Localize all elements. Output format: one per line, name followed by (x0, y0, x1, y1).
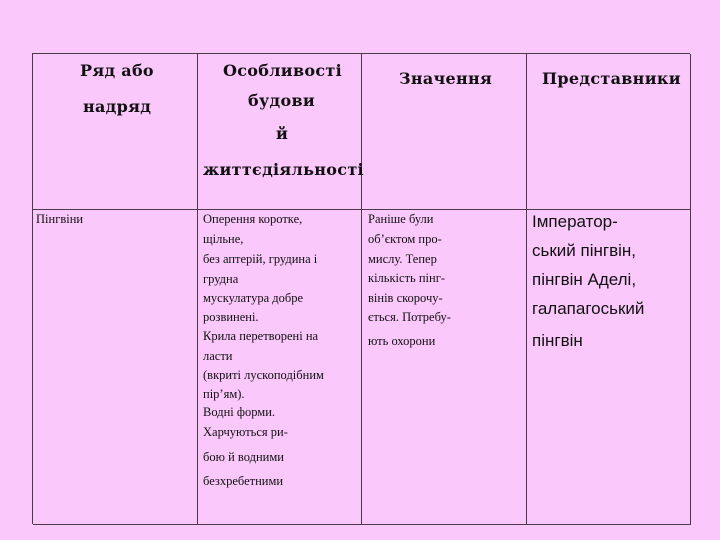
row-features-line: бою й водними (203, 450, 284, 464)
row-features-line: щільне, (203, 232, 244, 246)
row-features-line: Харчуються ри- (203, 425, 288, 439)
header-meaning: Значення (399, 69, 493, 88)
row-cell-order (33, 210, 198, 525)
header-representatives: Представники (542, 69, 681, 88)
row-representatives-line: ський пінгвін, (532, 241, 637, 260)
row-meaning-line: мислу. Тепер (368, 252, 437, 266)
row-features-line: без аптерій, грудина і (203, 252, 318, 266)
row-order-name: Пінгвіни (36, 212, 84, 226)
row-features-line: розвинені. (203, 310, 259, 324)
row-meaning-line: ється. Потребу- (368, 310, 451, 324)
row-meaning-line: ють охорони (368, 334, 436, 348)
row-meaning-line: вінів скорочу- (368, 291, 443, 305)
header-order-line-2: надряд (83, 97, 152, 116)
row-representatives-line: пінгвін Аделі, (532, 270, 637, 289)
row-features-line: (вкриті лускоподібним (203, 368, 324, 382)
row-features-line: Крила перетворені на (203, 329, 319, 343)
row-representatives-line: галапагоський (532, 299, 645, 318)
row-features-line: пір’ям). (203, 387, 245, 401)
row-features-line: грудна (203, 272, 239, 286)
row-meaning-line: кількість пінг- (368, 271, 446, 285)
row-features-line: Оперення коротке, (203, 212, 303, 226)
header-features-line-3: й (276, 124, 289, 143)
header-features-line-4: життєдіяльності (203, 160, 364, 179)
row-meaning-line: Раніше були (368, 212, 434, 226)
row-representatives-line: Імператор- (532, 212, 618, 231)
header-order-line-1: Ряд або (80, 61, 154, 80)
header-features-line-1: Особливості (223, 61, 342, 80)
row-features-line: Водні форми. (203, 405, 276, 419)
row-representatives-line: пінгвін (532, 331, 583, 350)
row-features-line: ласти (203, 349, 233, 363)
header-features-line-2: будови (248, 91, 316, 110)
row-features-line: мускулатура добре (203, 291, 304, 305)
row-meaning-line: об’єктом про- (368, 232, 442, 246)
row-features-line: безхребетними (203, 474, 284, 488)
